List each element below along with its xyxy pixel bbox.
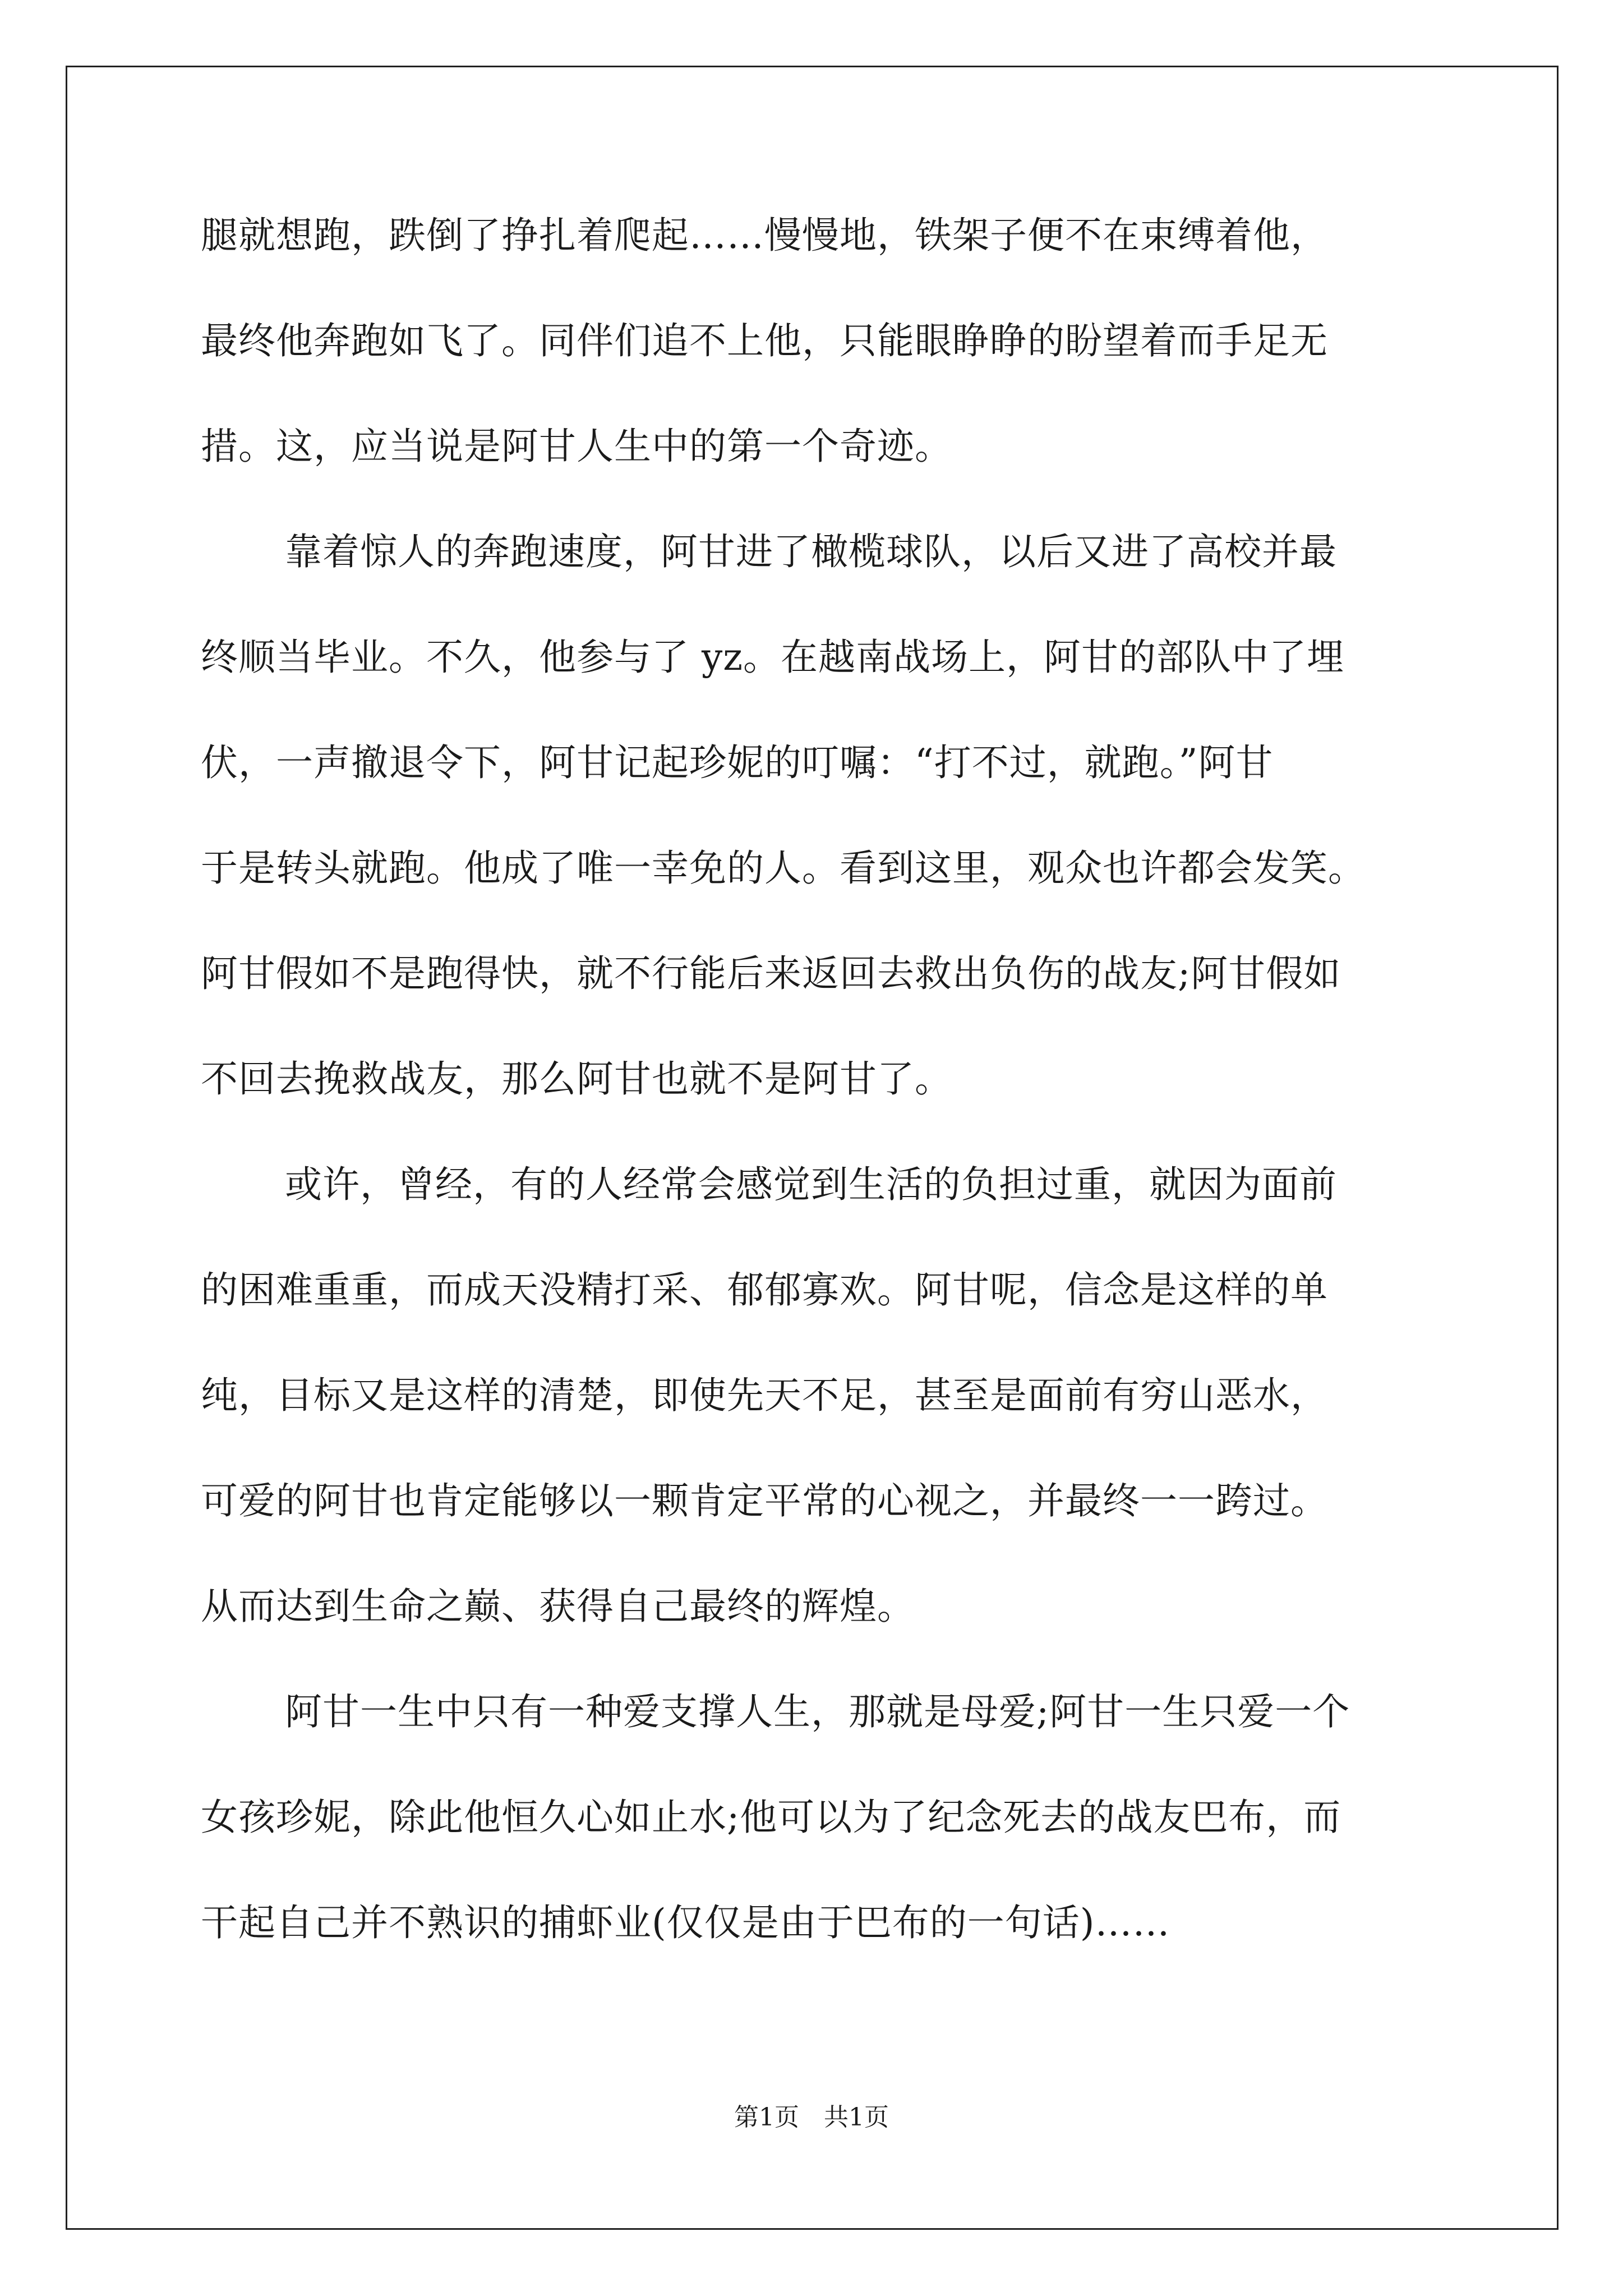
text-line: 女孩珍妮，除此他恒久心如止水;他可以为了纪念死去的战友巴布，而 <box>201 1796 1341 1839</box>
text-line: 从而达到生命之巅、获得自己最终的辉煌。 <box>201 1585 915 1628</box>
text-line: 可爱的阿甘也肯定能够以一颗肯定平常的心视之，并最终一一跨过。 <box>201 1479 1328 1522</box>
document-body <box>201 202 1463 1995</box>
text-line: 阿甘假如不是跑得快，就不行能后来返回去救出负伤的战友;阿甘假如 <box>201 952 1341 995</box>
text-line: 于是转头就跑。他成了唯一幸免的人。看到这里，观众也许都会发笑。 <box>201 846 1366 890</box>
text-line: 最终他奔跑如飞了。同伴们追不上他，只能眼睁睁的盼望着而手足无 <box>201 319 1328 362</box>
page-footer <box>0 2101 1623 2134</box>
paragraph-start-line: 阿甘一生中只有一种爱支撑人生，那就是母爱;阿甘一生只爱一个 <box>285 1690 1350 1733</box>
text-line: 伏，一声撤退令下，阿甘记起珍妮的叮嘱：“打不过，就跑。”阿甘 <box>201 741 1274 784</box>
paragraph-start-line: 或许，曾经，有的人经常会感觉到生活的负担过重，就因为面前 <box>285 1163 1337 1206</box>
text-line: 的困难重重，而成天没精打采、郁郁寡欢。阿甘呢，信念是这样的单 <box>201 1268 1328 1312</box>
text-line: 干起自己并不熟识的捕虾业(仅仅是由于巴布的一句话)…… <box>201 1901 1170 1944</box>
text-line: 终顺当毕业。不久，他参与了 yz。在越南战场上，阿甘的部队中了埋 <box>201 636 1345 679</box>
text-line: 腿就想跑，跌倒了挣扎着爬起……慢慢地，铁架子便不在束缚着他， <box>201 214 1328 257</box>
text-line: 措。这，应当说是阿甘人生中的第一个奇迹。 <box>201 425 952 468</box>
text-line: 纯，目标又是这样的清楚，即使先天不足，甚至是面前有穷山恶水， <box>201 1374 1328 1417</box>
page-total: 共1页 <box>824 2103 889 2132</box>
page-number: 第1页 <box>734 2103 799 2132</box>
text-line: 不回去挽救战友，那么阿甘也就不是阿甘了。 <box>201 1057 952 1101</box>
paragraph-start-line: 靠着惊人的奔跑速度，阿甘进了橄榄球队，以后又进了高校并最 <box>285 530 1337 573</box>
